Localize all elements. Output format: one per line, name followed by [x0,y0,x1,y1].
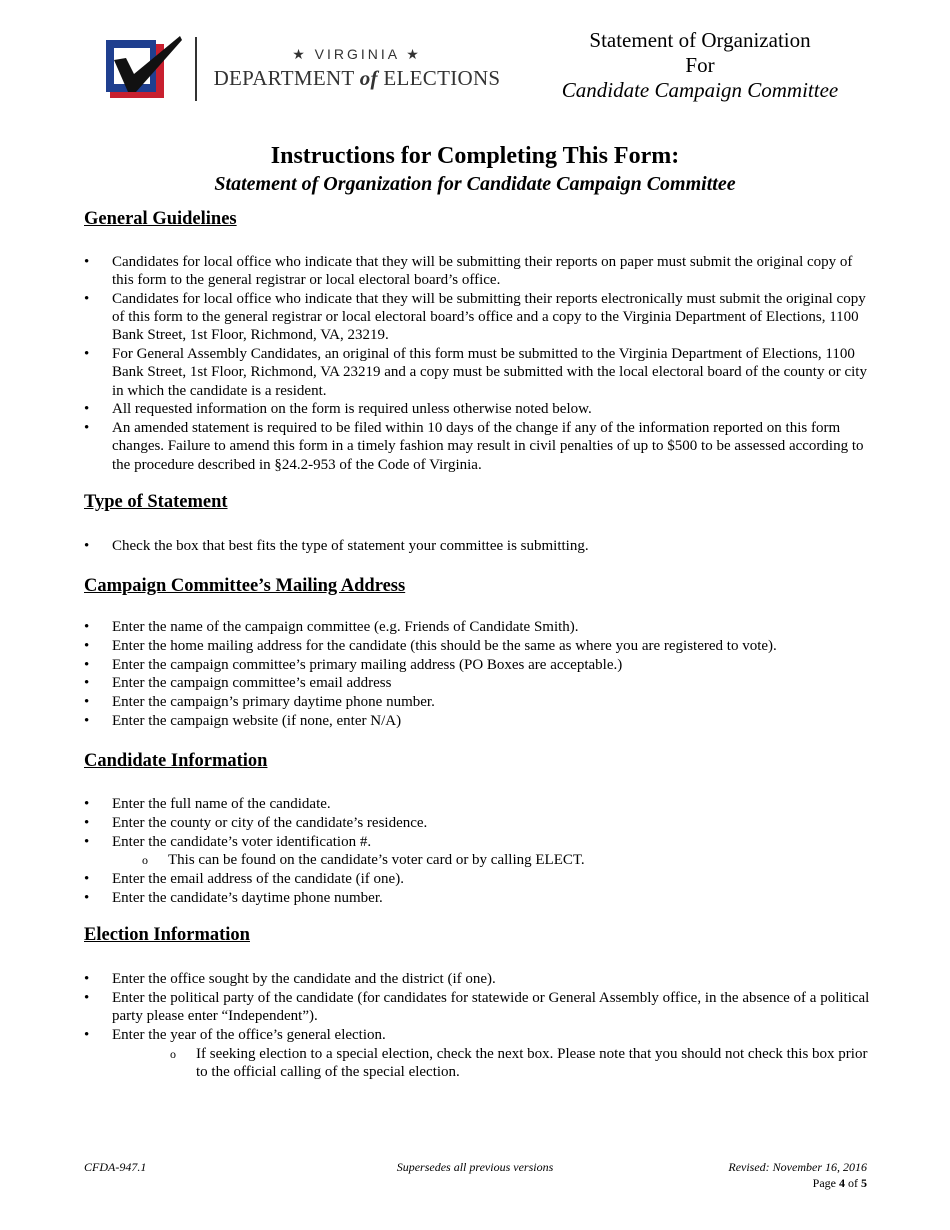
form-title-line-2: For [685,53,715,77]
list-item: • Candidates for local office who indicate that they will be submitting their reports on paper must submit the original copy of this form to the general registrar or local electoral board’s office. [84,253,874,289]
page-word: Page [812,1176,836,1190]
page-subtitle: Statement of Organization for Candidate Campaign Committee [214,173,736,195]
type-of-statement-heading: Type of Statement [84,492,228,512]
page-of: of [848,1176,858,1190]
election-information-list [84,970,874,1082]
mailing-address-list [84,618,874,731]
department-name [212,66,502,91]
list-item: • All requested information on the form is required unless otherwise noted below. [84,400,874,418]
list-item: • Candidates for local office who indicate that they will be submitting their reports electronically must submit the original copy of this form to the general registrar or local electoral board’s office and a copy to the Virginia Department of Elections, 1100 Bank Street, 1st Floor, Richmond, VA, 23219. [84,290,874,345]
list-item: • Enter the campaign’s primary daytime phone number. [84,693,874,711]
list-item: • Enter the campaign committee’s email address [84,674,874,692]
department-of: of [359,66,378,90]
form-title [540,28,860,103]
list-item: • Enter the candidate’s voter identification #. [84,833,874,851]
list-item: • For General Assembly Candidates, an original of this form must be submitted to the Virginia Department of Elections, 1100 Bank Street, 1st Floor, Richmond, VA 23219 and a copy must be submitted with the local electoral board of the county or city in which the candidate is a resident. [84,345,874,400]
page-total: 5 [861,1176,867,1190]
list-item: • Enter the office sought by the candidate and the district (if one). [84,970,874,988]
list-item: • Enter the email address of the candidate (if one). [84,870,874,888]
virginia-label: ★ VIRGINIA ★ [292,46,422,62]
form-title-line-1: Statement of Organization [589,28,811,52]
general-guidelines-heading: General Guidelines [84,209,237,229]
general-guidelines-list [84,253,874,474]
logo-divider [195,37,197,101]
revised-date: Revised: November 16, 2016 [728,1160,867,1174]
list-sub-item: o This can be found on the candidate’s voter card or by calling ELECT. [84,851,874,869]
list-item: • Enter the home mailing address for the candidate (this should be the same as where you are registered to vote). [84,637,874,655]
page-title: Instructions for Completing This Form: [270,143,680,169]
list-item: • Enter the county or city of the candidate’s residence. [84,814,874,832]
candidate-information-heading: Candidate Information [84,751,268,771]
list-item: • An amended statement is required to be filed within 10 days of the change if any of the information reported on this form changes. Failure to amend this form in a timely fashion may result in civil penalties of up to $500 to be assessed according to the procedure described in §24.2-953 of the Code of Virginia. [84,419,874,474]
list-sub-item: o If seeking election to a special election, check the next box. Please note that you should not check this box prior to the official calling of the special election. [84,1045,874,1081]
election-information-heading: Election Information [84,925,250,945]
list-item: • Enter the political party of the candidate (for candidates for statewide or General Assembly office, in the absence of a political party please enter “Independent”). [84,989,874,1025]
list-item: • Check the box that best fits the type of statement your committee is submitting. [84,537,874,555]
form-id: CFDA-947.1 [84,1160,147,1174]
department-word: DEPARTMENT [213,66,355,90]
list-item: • Enter the full name of the candidate. [84,795,874,813]
elections-word: ELECTIONS [383,66,501,90]
page-number [813,1176,867,1191]
virginia-elections-logo [106,34,182,100]
mailing-address-heading: Campaign Committee’s Mailing Address [84,576,406,596]
supersedes-note: Supersedes all previous versions [396,1160,554,1174]
list-item: • Enter the campaign committee’s primary mailing address (PO Boxes are acceptable.) [84,656,874,674]
candidate-information-list [84,795,874,908]
list-item: • Enter the year of the office’s general election. [84,1026,874,1044]
list-item: • Enter the campaign website (if none, enter N/A) [84,712,874,730]
form-title-line-3: Candidate Campaign Committee [561,78,839,102]
page-current: 4 [839,1176,845,1190]
list-item: • Enter the name of the campaign committee (e.g. Friends of Candidate Smith). [84,618,874,636]
type-of-statement-list [84,537,874,556]
list-item: • Enter the candidate’s daytime phone number. [84,889,874,907]
